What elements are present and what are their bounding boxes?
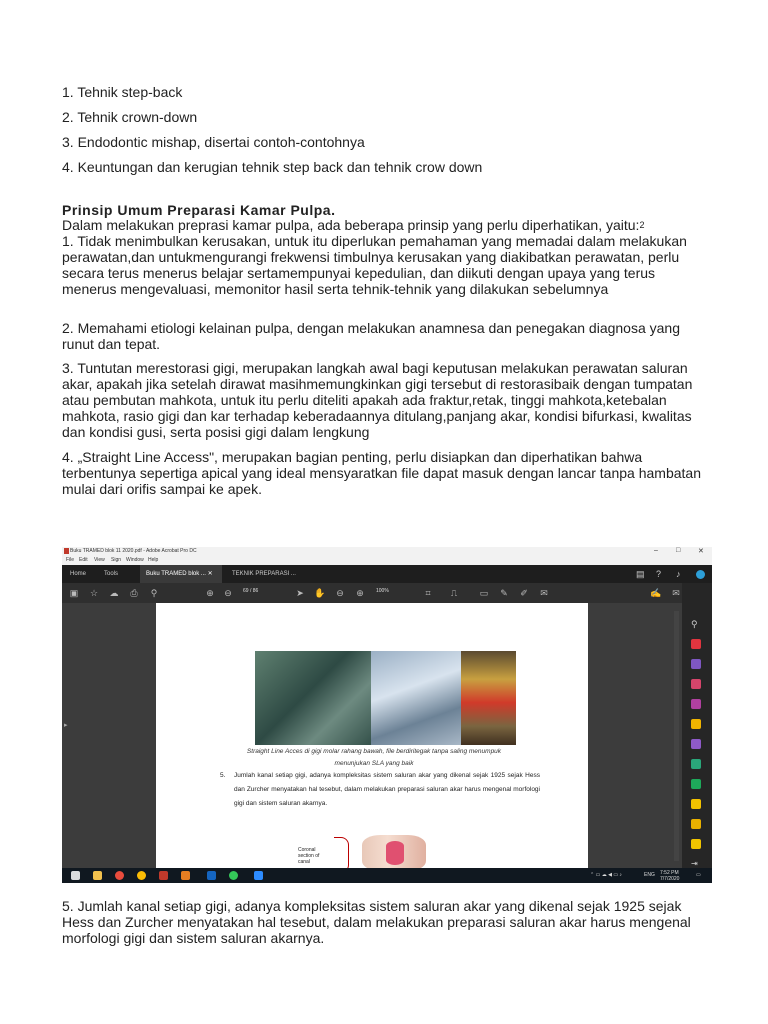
root-canal-diagram <box>362 835 426 871</box>
create-pdf-icon[interactable] <box>691 679 701 689</box>
windows-taskbar <box>62 868 712 883</box>
footnote-ref: 2 <box>639 220 645 230</box>
paragraph-3: 3. Tuntutan merestorasi gigi, merupakan langkah awal bagi keputusan melakukan perawatan saluran akar, apakah jika setelah dirawat masihmemungkinkan gigi tersebut di restorasibaik dengan tumpatan atau pembutan mahkota, untuk itu perlu diteliti apakah ada fraktur,retak, tinggi mahkota,ketebalan mahkota, rasio gigi dan kar terhadap keberadaannya ditulang,panjang akar, kondisi bifurkasi, kwalitas dan kondisi gusi, serta posisi gigi dalam lengkung <box>62 360 693 440</box>
comment-icon[interactable]: ▭ <box>479 588 489 598</box>
compress-pdf-icon[interactable] <box>691 779 701 789</box>
xray-image <box>255 651 371 745</box>
tab-document-2[interactable] <box>226 565 308 583</box>
pdf-page <box>156 603 588 868</box>
acrobat-icon[interactable] <box>159 871 168 880</box>
app-icon[interactable] <box>181 871 190 880</box>
item-text: Jumlah kanal setiap gigi, adanya kompleksitas sistem saluran akar yang dikenal sejak 1925 sejak Hess dan Zurcher menyatakan hal tesebut, dalam melakukan preparasi saluran akar harus mengenal morfologi gigi dan sistem saluran akarnya. <box>234 772 540 807</box>
bell-icon[interactable]: ♪ <box>676 569 681 579</box>
tab-label: TEKNIK PREPARASI ... <box>232 571 296 577</box>
word-icon[interactable] <box>207 871 216 880</box>
menu-window[interactable]: Window <box>126 557 144 563</box>
export-pdf-icon[interactable] <box>691 639 701 649</box>
menu-file[interactable]: File <box>66 557 75 563</box>
zoom-in-icon[interactable]: ⊕ <box>356 588 364 598</box>
maximize-icon[interactable]: □ <box>676 547 681 554</box>
fill-sign-icon[interactable] <box>691 739 701 749</box>
sign-icon[interactable]: ✍ <box>650 588 662 598</box>
line-icon[interactable] <box>229 871 238 880</box>
item-number: 5. <box>220 772 226 779</box>
paragraph-2: 2. Memahami etiologi kelainan pulpa, dengan melakukan anamnesa dan penegakan diagnosa yang runut dan tepat. <box>62 320 680 352</box>
close-icon[interactable]: ✕ <box>207 571 213 577</box>
browser-icon[interactable] <box>137 871 146 880</box>
windows-start-icon[interactable] <box>71 871 80 880</box>
highlight-pen-icon[interactable]: ✎ <box>500 588 508 598</box>
file-explorer-icon[interactable] <box>93 871 102 880</box>
protect-icon[interactable] <box>691 819 701 829</box>
list-item: 1. Tehnik step-back <box>62 84 183 100</box>
edit-pdf-icon[interactable] <box>691 659 701 669</box>
page-indicator[interactable]: 69 / 86 <box>243 588 259 594</box>
crop-icon[interactable]: ⌗ <box>425 588 431 598</box>
window-title: Buku TRAMED blok 11 2020.pdf - Adobe Acrobat Pro DC <box>70 548 197 554</box>
window-titlebar <box>62 547 712 556</box>
comment-tool-icon[interactable] <box>691 719 701 729</box>
clock-date: 7/7/2020 <box>660 876 680 882</box>
figure-caption: Straight Line Acces di gigi molar rahang bawah, file berdiritegak tanpa saling menumpuk menunjukan SLA yang baik <box>246 748 502 767</box>
tab-label: Buku TRAMED blok ... <box>146 571 206 577</box>
document-viewer[interactable] <box>62 603 682 868</box>
scan-ocr-icon[interactable] <box>691 799 701 809</box>
menu-help[interactable]: Help <box>148 557 159 563</box>
upload-icon[interactable]: ☁ <box>109 588 119 598</box>
page-down-icon[interactable]: ⊖ <box>224 588 232 598</box>
menu-edit[interactable]: Edit <box>79 557 88 563</box>
paragraph-5: 5. Jumlah kanal setiap gigi, adanya kompleksitas sistem saluran akar yang dikenal sejak 1925 sejak Hess dan Zurcher menyatakan hal tesebut, dalam melakukan preparasi saluran akar harus mengenal morfologi gigi dan sistem saluran akarnya. <box>62 898 691 946</box>
list-item: 3. Endodontic mishap, disertai contoh-contohnya <box>62 134 365 150</box>
clinical-photo <box>461 651 516 745</box>
tools-pane <box>682 583 712 868</box>
display-mode-icon[interactable]: ⎍ <box>450 588 458 598</box>
help-icon[interactable]: ? <box>656 569 662 579</box>
expand-panel-icon[interactable]: ▸ <box>64 722 68 729</box>
select-cursor-icon[interactable]: ➤ <box>296 588 304 598</box>
list-item: 4. Keuntungan dan kerugian tehnik step back dan tehnik crow down <box>62 159 483 175</box>
coronal-label: Coronal section of canal <box>298 847 320 865</box>
comment-icon[interactable]: ▤ <box>636 569 645 579</box>
chrome-icon[interactable] <box>115 871 124 880</box>
search-icon[interactable]: ⚲ <box>150 588 158 598</box>
paragraph-1: 1. Tidak menimbulkan kerusakan, untuk itu diperlukan pemahaman yang memadai dalam melakukan perawatan,dan untukmengurangi frekwensi timbulnya kerusakan yang diakibatkan perawatan, perlu secara terus menerus belajar sertamempunyai kepedulian, dan diikuti dengan upaya yang terus menerus mengevaluasi, memonitor hasil serta tehnik-tehnik yang dilakukan sebelumnya <box>62 233 687 297</box>
embedded-screenshot <box>62 547 712 883</box>
list-item: 2. Tehnik crown-down <box>62 109 198 125</box>
page-up-icon[interactable]: ⊕ <box>206 588 214 598</box>
menu-view[interactable]: View <box>94 557 105 563</box>
search-icon[interactable]: ⚲ <box>691 619 698 629</box>
tab-home[interactable]: Home <box>70 571 87 577</box>
zoom-app-icon[interactable] <box>254 871 263 880</box>
minimize-icon[interactable]: – <box>654 547 658 554</box>
avatar[interactable] <box>696 570 705 579</box>
zoom-out-icon[interactable]: ⊖ <box>336 588 344 598</box>
zoom-level[interactable]: 100% <box>376 588 389 594</box>
section-title: Prinsip Umum Preparasi Kamar Pulpa. <box>62 202 336 218</box>
tray-icons[interactable]: ⌃ ▭ ☁ ◀ ▭ ♪ <box>590 872 622 878</box>
intro-text <box>62 217 710 233</box>
intro-sentence: Dalam melakukan preprasi kamar pulpa, ada beberapa prinsip yang perlu diperhatikan, yaitu: <box>62 217 640 233</box>
combine-files-icon[interactable] <box>691 699 701 709</box>
tab-bar <box>62 565 712 583</box>
notification-icon[interactable]: ▭ <box>696 872 701 878</box>
language-indicator[interactable]: ENG <box>644 872 655 878</box>
bookmark-star-icon[interactable]: ☆ <box>89 588 99 598</box>
send-comments-icon[interactable] <box>691 839 701 849</box>
close-icon[interactable]: ✕ <box>698 548 704 555</box>
canal-section <box>386 841 404 865</box>
diagram-label <box>298 847 328 865</box>
save-icon[interactable]: ▣ <box>69 588 79 598</box>
tab-document-1[interactable] <box>140 565 222 583</box>
xray-image <box>371 651 461 745</box>
acrobat-logo-icon <box>64 548 69 554</box>
menu-bar <box>62 556 712 565</box>
menu-sign[interactable]: Sign <box>111 557 122 563</box>
clock[interactable] <box>660 870 679 882</box>
organize-pages-icon[interactable] <box>691 759 701 769</box>
mail-icon[interactable]: ✉ <box>672 588 680 598</box>
hand-tool-icon[interactable]: ✋ <box>314 588 326 598</box>
tab-tools[interactable]: Tools <box>104 571 119 577</box>
toolbar <box>62 583 712 603</box>
print-icon[interactable]: ⎙ <box>130 588 138 598</box>
clock-time: 7:52 PM <box>660 870 679 876</box>
paragraph-4: 4. „Straight Line Access", merupakan bagian penting, perlu disiapkan dan diperhatikan bahwa terbentunya sepertiga apical yang ideal mensyaratkan file dapat masuk dengan lancar tanpa hambatan mulai dari orifis sampai ke apek. <box>62 449 701 497</box>
stamp-icon[interactable]: ✉ <box>540 588 548 598</box>
draw-icon[interactable]: ✐ <box>520 588 528 598</box>
collapse-pane-icon[interactable]: ⇥ <box>691 859 698 868</box>
vertical-scrollbar[interactable] <box>674 611 679 861</box>
